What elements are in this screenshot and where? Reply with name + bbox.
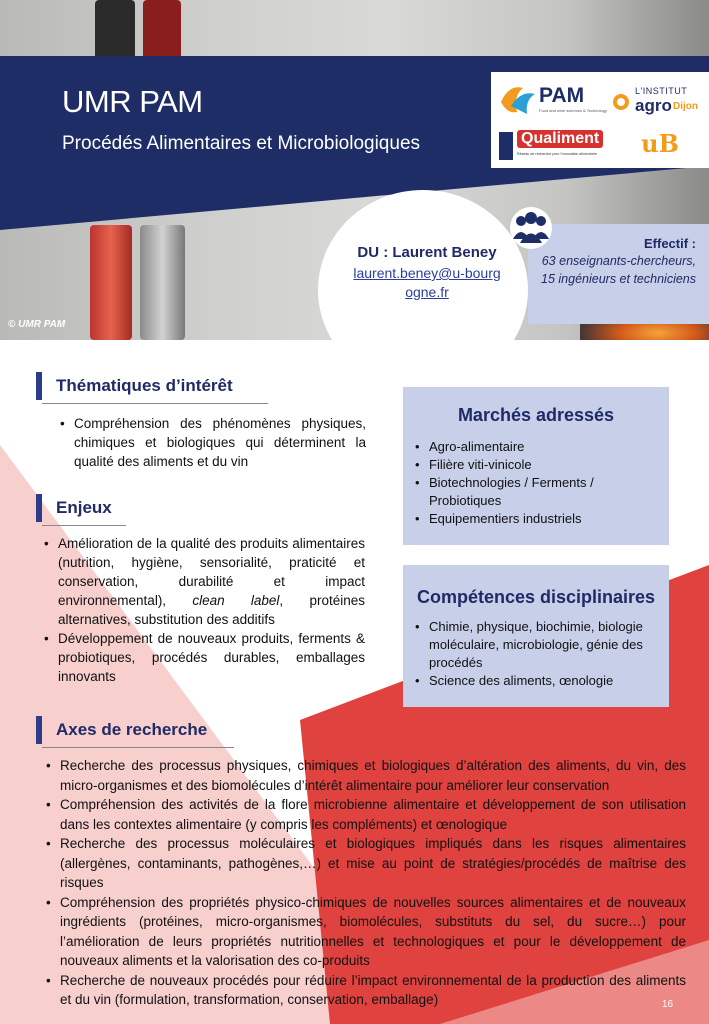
pam-logo-text: PAM: [539, 84, 585, 107]
page-title: UMR PAM: [62, 84, 203, 119]
logos-panel: [491, 72, 709, 168]
axes-title: Axes de recherche: [56, 720, 208, 739]
page-subtitle: Procédés Alimentaires et Microbiologiques: [62, 133, 421, 154]
competences-list: [411, 618, 649, 690]
thematiques-title: Thématiques d’intérêt: [56, 376, 233, 395]
institut-agro-line1: L'INSTITUT: [635, 86, 688, 96]
competences-title: Compétences disciplinaires: [416, 587, 656, 607]
list-item: • Recherche des processus moléculaires et biologiques impliqués dans les risques alimentaires (allergènes, contaminants, pathogènes,…) et mise au point de stratégies/procédés de maîtrise des risques: [42, 834, 686, 893]
institut-agro-line2: agro: [635, 96, 672, 115]
thematiques-underline: [42, 403, 268, 404]
pam-logo-mark: [499, 82, 537, 116]
carnot-mark: [499, 132, 513, 160]
effectif-label: Effectif :: [644, 236, 696, 251]
enjeux-title: Enjeux: [56, 498, 112, 517]
list-item: • Agro-alimentaire: [411, 438, 653, 456]
effectif-value: 63 enseignants-chercheurs, 15 ingénieurs et techniciens: [541, 254, 696, 286]
marches-title: Marchés adressés: [457, 405, 615, 425]
list-item: • Filière viti-vinicole: [411, 456, 653, 474]
enjeux-item1-end: , protéines alternatives, substitution des additifs: [58, 593, 365, 627]
marches-list: [411, 438, 653, 528]
pam-logo-tagline: Food and wine sciences & Technology: [539, 108, 607, 113]
qualiment-logo: [499, 130, 611, 164]
list-item: • Recherche des processus physiques, chimiques et biologiques d’altération des aliments, du vin, des micro-organismes et des biomolécules d’intérêt alimentaire pour améliorer leur conservation: [42, 756, 686, 795]
axes-list: [42, 756, 686, 1010]
director-name: DU : Laurent Beney: [357, 244, 497, 261]
enjeux-item1-text: Amélioration de la qualité des produits alimentaires (nutrition, hygiène, sensorialité, praticité et conservation, durabilité et impact environnemental),: [58, 536, 365, 608]
pam-logo: [499, 82, 607, 118]
institut-agro-mark: [613, 94, 629, 110]
list-item: • Compréhension des phénomènes physiques, chimiques et biologiques qui déterminent la qualité des aliments et du vin: [56, 414, 366, 471]
competences-box: [403, 565, 669, 707]
list-item: • Compréhension des propriétés physico-chimiques de nouvelles sources alimentaires et de nouveaux ingrédients (protéines, micro-organismes, biomolécules, substituts du sel, du sucre…) pour l’amélioration de leurs propriétés nutritionnelles et technologiques et pour le développement de nouveaux aliments et la valorisation des co-produits: [42, 893, 686, 971]
enjeux-heading: [36, 494, 112, 522]
list-item: • Science des aliments, œnologie: [411, 672, 649, 690]
institut-agro-logo: [613, 86, 705, 120]
thematiques-list: [56, 414, 366, 471]
photo-credit: © UMR PAM: [8, 319, 66, 330]
list-item: • Equipementiers industriels: [411, 510, 653, 528]
enjeux-item1-italic: clean label: [192, 593, 280, 608]
marches-box: [403, 387, 669, 545]
qualiment-tagline: Réseau de recherche pour l'innovation alimentaire: [517, 152, 597, 156]
list-item: • Développement de nouveaux produits, ferments & probiotiques, procédés durables, emballages innovants: [40, 629, 365, 686]
enjeux-underline: [42, 525, 126, 526]
list-item: [40, 534, 365, 629]
tube-grey: [140, 225, 185, 340]
tube-red-cap: [143, 0, 181, 60]
axes-underline: [42, 747, 234, 748]
page-number: 16: [662, 999, 674, 1010]
list-item: • Recherche de nouveaux procédés pour réduire l’impact environnemental de la production des aliments et du vin (formulation, transformation, conservation, emballage): [42, 971, 686, 1010]
list-item: • Compréhension des activités de la flore microbienne alimentaire et développement de son utilisation dans les contextes alimentaire (y compris les compléments) et œnologique: [42, 795, 686, 834]
qualiment-text: Qualiment: [517, 130, 603, 148]
list-item: • Chimie, physique, biochimie, biologie moléculaire, microbiologie, génie des procédés: [411, 618, 649, 672]
enjeux-list: [40, 534, 365, 686]
tube-red: [90, 225, 132, 340]
director-email[interactable]: laurent.beney@u-bourgogne.fr: [353, 265, 501, 300]
ub-logo: uB: [641, 129, 679, 158]
axes-heading: [36, 716, 207, 744]
tube-dark: [95, 0, 135, 60]
thematiques-heading: [36, 372, 233, 400]
institut-agro-city: Dijon: [673, 101, 698, 112]
list-item: • Biotechnologies / Ferments / Probiotiques: [411, 474, 653, 510]
